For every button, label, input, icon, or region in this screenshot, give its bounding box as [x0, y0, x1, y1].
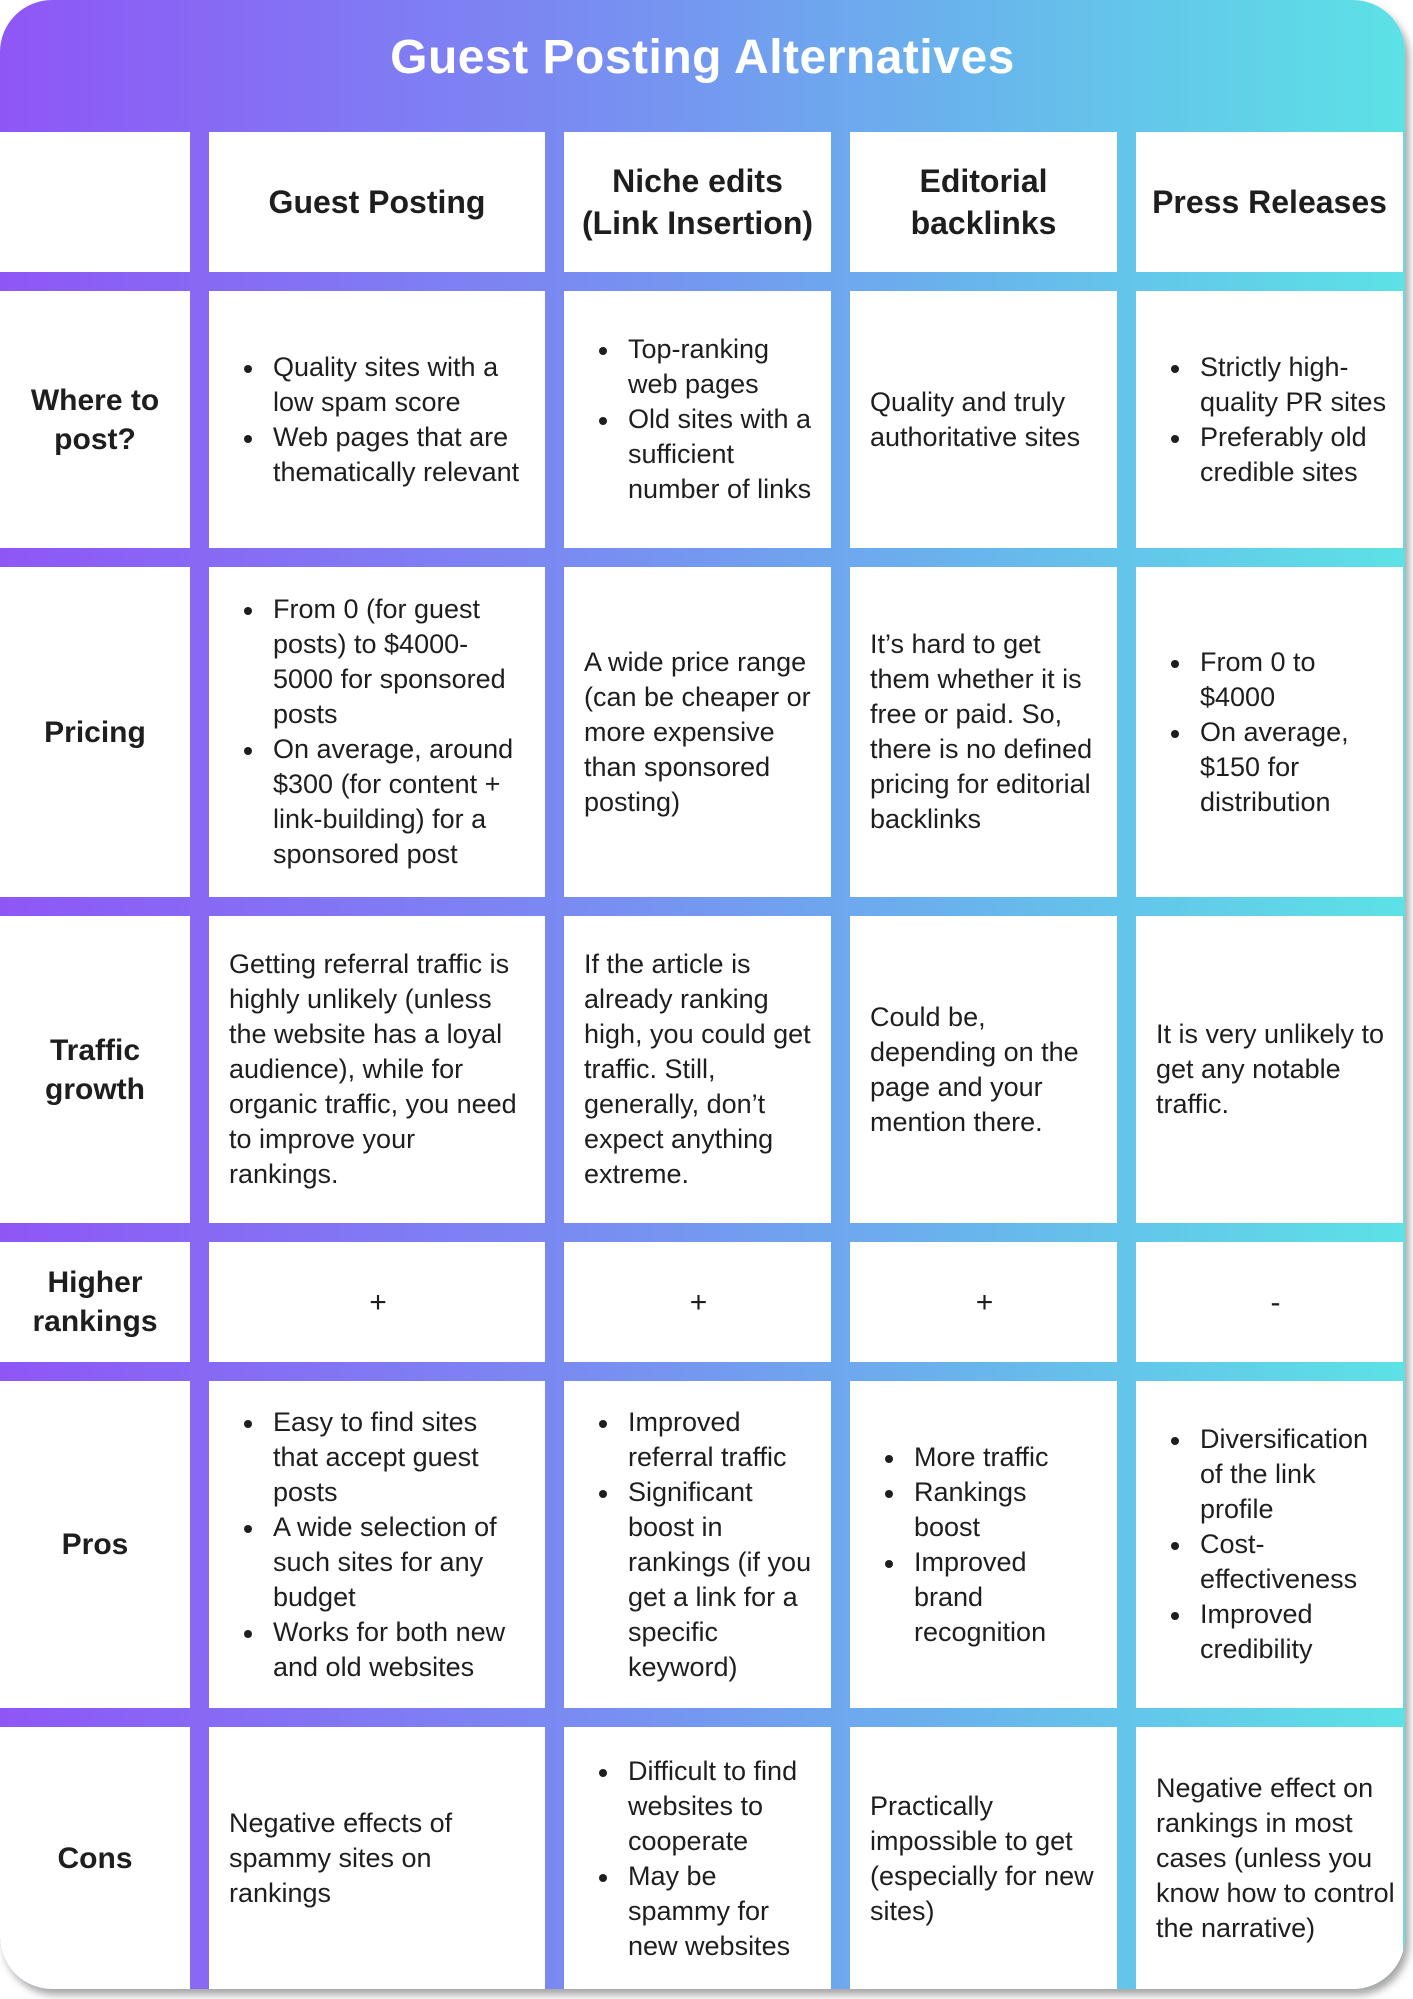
table-cell	[1136, 1381, 1403, 1708]
bullet-list	[229, 1405, 527, 1685]
list-item: Improved credibility	[1200, 1597, 1395, 1667]
row-label-traffic-growth	[0, 916, 190, 1223]
table-cell	[850, 1727, 1117, 1989]
table-cell	[209, 291, 545, 548]
table-cell	[1136, 1242, 1403, 1362]
row-label-text: Higher rankings	[32, 1266, 158, 1338]
table-cell	[1136, 1727, 1403, 1989]
list-item: On average, $150 for distribution	[1200, 715, 1395, 820]
bullet-list	[870, 1440, 1099, 1650]
cell-text: Getting referral traffic is highly unlikely (unless the website has a loyal audience), while for organic traffic, you need to improve your rankings.	[229, 949, 517, 1189]
table-cell	[564, 1242, 831, 1362]
rating-mark: +	[975, 1285, 994, 1319]
table-cell	[209, 1381, 545, 1708]
table-cell	[209, 567, 545, 897]
column-header-label: Editorial backlinks	[910, 163, 1057, 241]
table-cell	[1136, 567, 1403, 897]
rating-mark: +	[369, 1285, 387, 1319]
table-cell	[850, 1381, 1117, 1708]
column-header-niche-edits-link-insertion	[564, 132, 831, 272]
list-item: More traffic	[914, 1440, 1099, 1475]
row-label-text: Pros	[61, 1528, 129, 1561]
table-corner-cell	[0, 132, 190, 272]
table-cell	[850, 916, 1117, 1223]
table-cell	[850, 567, 1117, 897]
table-cell	[564, 291, 831, 548]
list-item: Cost-effectiveness	[1200, 1527, 1395, 1597]
list-item: Significant boost in rankings (if you get a link for a specific keyword)	[628, 1475, 813, 1685]
cell-text: If the article is already ranking high, you could get traffic. Still, generally, don’t expect anything extreme.	[584, 949, 811, 1189]
column-header-label: Niche edits (Link Insertion)	[581, 163, 814, 241]
rating-mark: -	[1270, 1285, 1281, 1319]
list-item: Top-ranking web pages	[628, 332, 813, 402]
comparison-table	[0, 132, 1405, 1989]
column-header-editorial-backlinks	[850, 132, 1117, 272]
table-cell	[564, 1381, 831, 1708]
cell-text: Quality and truly authoritative sites	[870, 386, 1081, 452]
bullet-list	[1156, 645, 1395, 820]
bullet-list	[584, 1405, 813, 1685]
table-cell	[1136, 916, 1403, 1223]
bullet-list	[1156, 350, 1395, 490]
row-label-text: Where to post?	[30, 383, 160, 456]
cell-text: Practically impossible to get (especially for new sites)	[870, 1790, 1094, 1926]
row-label-text: Pricing	[44, 715, 146, 749]
list-item: Web pages that are thematically relevant	[273, 420, 527, 490]
list-item: From 0 (for guest posts) to $4000-5000 for sponsored posts	[273, 592, 527, 732]
list-item: Rankings boost	[914, 1475, 1099, 1545]
column-header-label: Press Releases	[1152, 184, 1387, 220]
row-label-higher-rankings	[0, 1242, 190, 1362]
list-item: Works for both new and old websites	[273, 1615, 527, 1685]
list-item: Improved brand recognition	[914, 1545, 1099, 1650]
table-cell	[209, 1242, 545, 1362]
bullet-list	[229, 592, 527, 872]
bullet-list	[229, 350, 527, 490]
table-cell	[850, 1242, 1117, 1362]
list-item: Strictly high-quality PR sites	[1200, 350, 1395, 420]
cell-text: It is very unlikely to get any notable traffic.	[1156, 1019, 1385, 1119]
list-item: May be spammy for new websites	[628, 1859, 813, 1964]
list-item: Improved referral traffic	[628, 1405, 813, 1475]
row-label-text: Cons	[57, 1842, 133, 1875]
cell-text: Could be, depending on the page and your mention there.	[870, 1001, 1079, 1137]
cell-text: Negative effects of spammy sites on rankings	[229, 1808, 453, 1908]
bullet-list	[1156, 1422, 1395, 1667]
rating-mark: +	[689, 1285, 708, 1319]
table-cell	[564, 567, 831, 897]
column-header-label: Guest Posting	[268, 184, 486, 220]
cell-text: It’s hard to get them whether it is free or paid. So, there is no defined pricing for editorial backlinks	[870, 629, 1093, 834]
table-cell	[564, 1727, 831, 1989]
column-header-guest-posting	[209, 132, 545, 272]
cell-text: A wide price range (can be cheaper or more expensive than sponsored posting)	[584, 646, 811, 817]
list-item: Preferably old credible sites	[1200, 420, 1395, 490]
row-label-cons	[0, 1727, 190, 1989]
list-item: Quality sites with a low spam score	[273, 350, 527, 420]
column-header-press-releases	[1136, 132, 1403, 272]
table-cell	[850, 291, 1117, 548]
table-cell	[564, 916, 831, 1223]
table-cell	[209, 1727, 545, 1989]
table-cell	[1136, 291, 1403, 548]
list-item: A wide selection of such sites for any budget	[273, 1510, 527, 1615]
row-label-pricing	[0, 567, 190, 897]
row-label-where-to-post	[0, 291, 190, 548]
bullet-list	[584, 332, 813, 507]
list-item: Diversification of the link profile	[1200, 1422, 1395, 1527]
list-item: Easy to find sites that accept guest posts	[273, 1405, 527, 1510]
table-cell	[209, 916, 545, 1223]
row-label-text: Traffic growth	[45, 1033, 145, 1106]
list-item: Difficult to find websites to cooperate	[628, 1754, 813, 1859]
list-item: Old sites with a sufficient number of links	[628, 402, 813, 507]
page-title: Guest Posting Alternatives	[390, 31, 1015, 84]
list-item: From 0 to $4000	[1200, 645, 1395, 715]
list-item: On average, around $300 (for content + link-building) for a sponsored post	[273, 732, 527, 872]
row-label-pros	[0, 1381, 190, 1708]
cell-text: Negative effect on rankings in most cases (unless you know how to control the narrative)	[1156, 1773, 1395, 1943]
bullet-list	[584, 1754, 813, 1964]
